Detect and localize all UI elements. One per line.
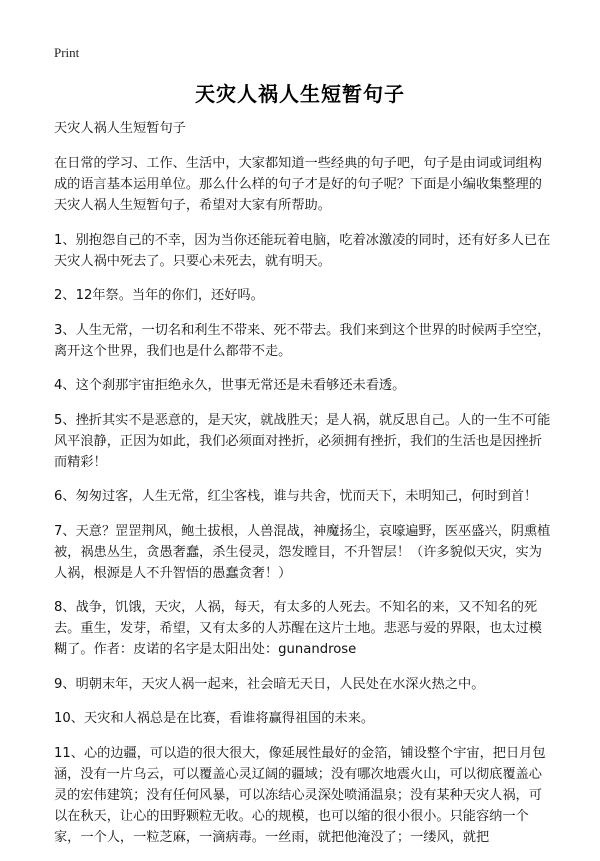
page-title: 天灾人祸人生短暂句子 [195,82,405,106]
paragraph-1: 1、别抱怨自己的不幸，因为当你还能玩着电脑，吃着冰激凌的同时，还有好多人已在天灾人祸中死去了。只要心未死去，就有明天。 [54,232,551,269]
print-link[interactable]: Print [54,45,80,60]
paragraph-6: 6、匆匆过客，人生无常，红尘客栈，谁与共舍，忧而天下，未明知己，何时到首！ [54,489,538,504]
paragraph-9: 9、明朝末年，天灾人祸一起来，社会暗无天日，人民处在水深火热之中。 [54,676,485,692]
paragraph-7: 7、天意？罡罡荆风，鲍土拔根，人兽混战，神魔扬尘，哀嚎遍野，医巫盛兴，阴熏植被，祸患丛生，贪愚奢蠢，杀生侵灵，怨发瞠目，不升智层！（许多貌似天灾，实为人祸，根源是人不升智悟的愚蠢贪奢！） [54,523,551,581]
paragraph-2: 2、12年祭。当年的你们，还好吗。 [54,288,264,303]
paragraph-11: 11、心的边疆，可以造的很大很大，像延展性最好的金箔，铺设整个宇宙，把日月包涵，没有一片乌云，可以覆盖心灵辽阔的疆域；没有哪次地震火山，可以彻底覆盖心灵的宏伟建筑；没有任何风暴，可以冻结心灵深处喷涌温泉；没有某种天灾人祸，可以在秋天，让心的田野颗粒无收。心的规模，也可以缩的很小很小。只能容纳一个家，一个人，一粒芝麻，一滴病毒。一丝雨，就把他淹没了；一缕风，就把 [54,745,546,845]
paragraph-5: 5、挫折其实不是恶意的，是天灾，就战胜天；是人祸，就反思自己。人的一生不可能风平浪静，正因为如此，我们必须面对挫折，必须拥有挫折，我们的生活也是因挫折而精彩！ [54,412,551,470]
intro-paragraph: 在日常的学习、工作、生活中，大家都知道一些经典的句子吧，句子是由词或词组构成的语言基本运用单位。那么什么样的句子才是好的句子呢？下面是小编收集整理的天灾人祸人生短暂句子，希望对大家有所帮助。 [54,156,542,213]
paragraph-4: 4、这个刹那宇宙拒绝永久，世事无常还是未看够还未看透。 [54,378,406,393]
paragraph-10: 10、天灾和人祸总是在比赛，看谁将赢得祖国的未来。 [54,711,375,726]
article-body [54,118,554,861]
paragraph-8: 8、战争，饥饿，天灾，人祸，每天，有太多的人死去。不知名的来，又不知名的死去。重生，发芽，希望，又有太多的人苏醒在这片土地。悲恶与爱的界限，也太过模糊了。作者：皮诺的名字是太阳出处：gunandrose [54,600,542,657]
paragraph-3: 3、人生无常，一切名和利生不带来、死不带去。我们来到这个世界的时候两手空空，离开这个世界，我们也是什么都带不走。 [54,322,551,359]
article-subtitle: 天灾人祸人生短暂句子 [54,121,186,136]
